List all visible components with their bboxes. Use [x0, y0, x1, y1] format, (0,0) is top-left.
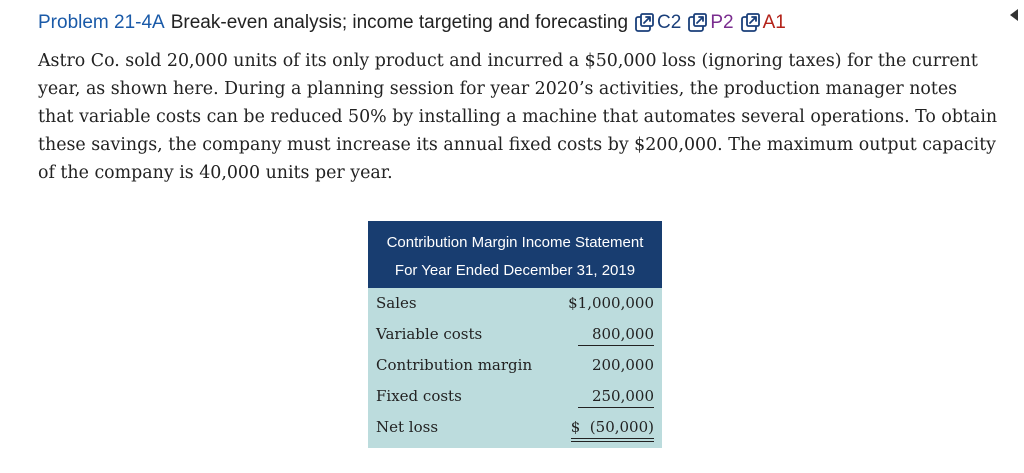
objective-label: C2 — [657, 12, 682, 33]
objective-label: P2 — [710, 12, 734, 33]
objective-label: A1 — [762, 12, 786, 33]
collapse-panel-button[interactable] — [1004, 0, 1024, 30]
objective-link-p2[interactable] — [687, 12, 733, 34]
triangle-left-icon — [1010, 9, 1018, 21]
row-amount: $1,000,000 — [568, 294, 654, 312]
external-link-icon — [687, 13, 707, 33]
statement-row-sales — [368, 289, 662, 317]
objective-link-c2[interactable] — [634, 12, 681, 34]
row-label: Contribution margin — [376, 356, 533, 374]
problem-code: Problem 21-4A — [38, 12, 165, 33]
row-amount: 250,000 — [578, 385, 654, 408]
statement-row-variable-costs — [368, 320, 662, 348]
income-statement — [368, 221, 662, 448]
external-link-icon — [634, 13, 654, 33]
row-amount: 200,000 — [591, 356, 654, 374]
row-label: Net loss — [376, 418, 439, 436]
statement-row-net-loss — [368, 413, 662, 441]
statement-header — [368, 221, 662, 288]
objective-link-a1[interactable] — [740, 12, 786, 34]
row-amount: $ (50,000) — [571, 416, 654, 442]
external-link-icon — [740, 13, 760, 33]
statement-body — [368, 288, 662, 448]
statement-subtitle: For Year Ended December 31, 2019 — [394, 262, 636, 279]
row-amount: 800,000 — [578, 323, 654, 346]
problem-title — [38, 10, 792, 36]
row-label: Fixed costs — [376, 387, 462, 405]
row-label: Variable costs — [376, 325, 483, 343]
statement-row-contribution-margin — [368, 351, 662, 379]
row-label: Sales — [376, 294, 417, 312]
problem-paragraph: Astro Co. sold 20,000 units of its only product and incurred a $50,000 loss (ignoring taxes) for the current year, as shown here. During a planning session for year 2020’s activities, the production manager notes that variable costs can be reduced 50% by installing a machine that automates several operations. To obtain these savings, the company must increase its annual fixed costs by $200,000. The maximum output capacity of the company is 40,000 units per year. — [38, 51, 998, 183]
statement-row-fixed-costs — [368, 382, 662, 410]
problem-description: Break-even analysis; income targeting and forecasting — [170, 12, 629, 33]
statement-title: Contribution Margin Income Statement — [386, 234, 644, 251]
